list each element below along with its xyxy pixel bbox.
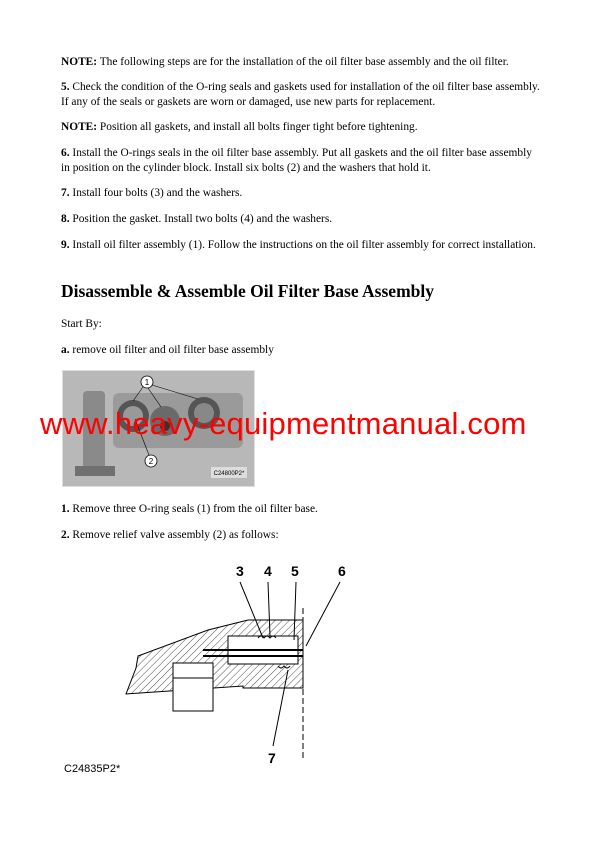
diagram-callout-4: 4 xyxy=(264,563,272,579)
step-5: 5. Check the condition of the O-ring seals and gaskets used for installation of the oil filter base assembly. If any of the seals or gaskets are worn or damaged, use new parts for replacement. xyxy=(61,81,540,108)
step-6: 6. Install the O-rings seals in the oil filter base assembly. Put all gaskets and the oil filter base assembly in position on the cylinder block. Install six bolts (2) and the washers that hold it. xyxy=(61,147,532,174)
note-2: NOTE: Position all gaskets, and install all bolts finger tight before tightening. xyxy=(61,121,418,133)
section-heading: Disassemble & Assemble Oil Filter Base Assembly xyxy=(61,281,434,301)
relief-valve-diagram xyxy=(118,558,358,768)
step-8: 8. Position the gasket. Install two bolts (4) and the washers. xyxy=(61,213,333,225)
photo-code: C24800P2* xyxy=(213,471,245,477)
step-9: 9. Install oil filter assembly (1). Follow the instructions on the oil filter assembly for correct installation. xyxy=(61,239,536,251)
diagram-callout-7: 7 xyxy=(268,750,276,763)
diagram-callout-6: 6 xyxy=(338,563,346,579)
note-1: NOTE: The following steps are for the installation of the oil filter base assembly and the oil filter. xyxy=(61,56,509,68)
step-a: a. remove oil filter and oil filter base assembly xyxy=(61,344,274,356)
diagram-code: C24835P2* xyxy=(64,763,121,775)
step-2: 2. Remove relief valve assembly (2) as follows: xyxy=(61,529,279,541)
watermark: www.heavy-equipmentmanual.com xyxy=(40,406,527,441)
photo-callout-1: 1 xyxy=(144,378,150,387)
diagram-callout-5: 5 xyxy=(291,563,299,579)
step-1: 1. Remove three O-ring seals (1) from the oil filter base. xyxy=(61,503,318,515)
step-7: 7. Install four bolts (3) and the washers. xyxy=(61,187,243,199)
diagram-callout-3: 3 xyxy=(236,563,244,579)
start-by: Start By: xyxy=(61,318,102,330)
photo-callout-2: 2 xyxy=(148,457,154,466)
